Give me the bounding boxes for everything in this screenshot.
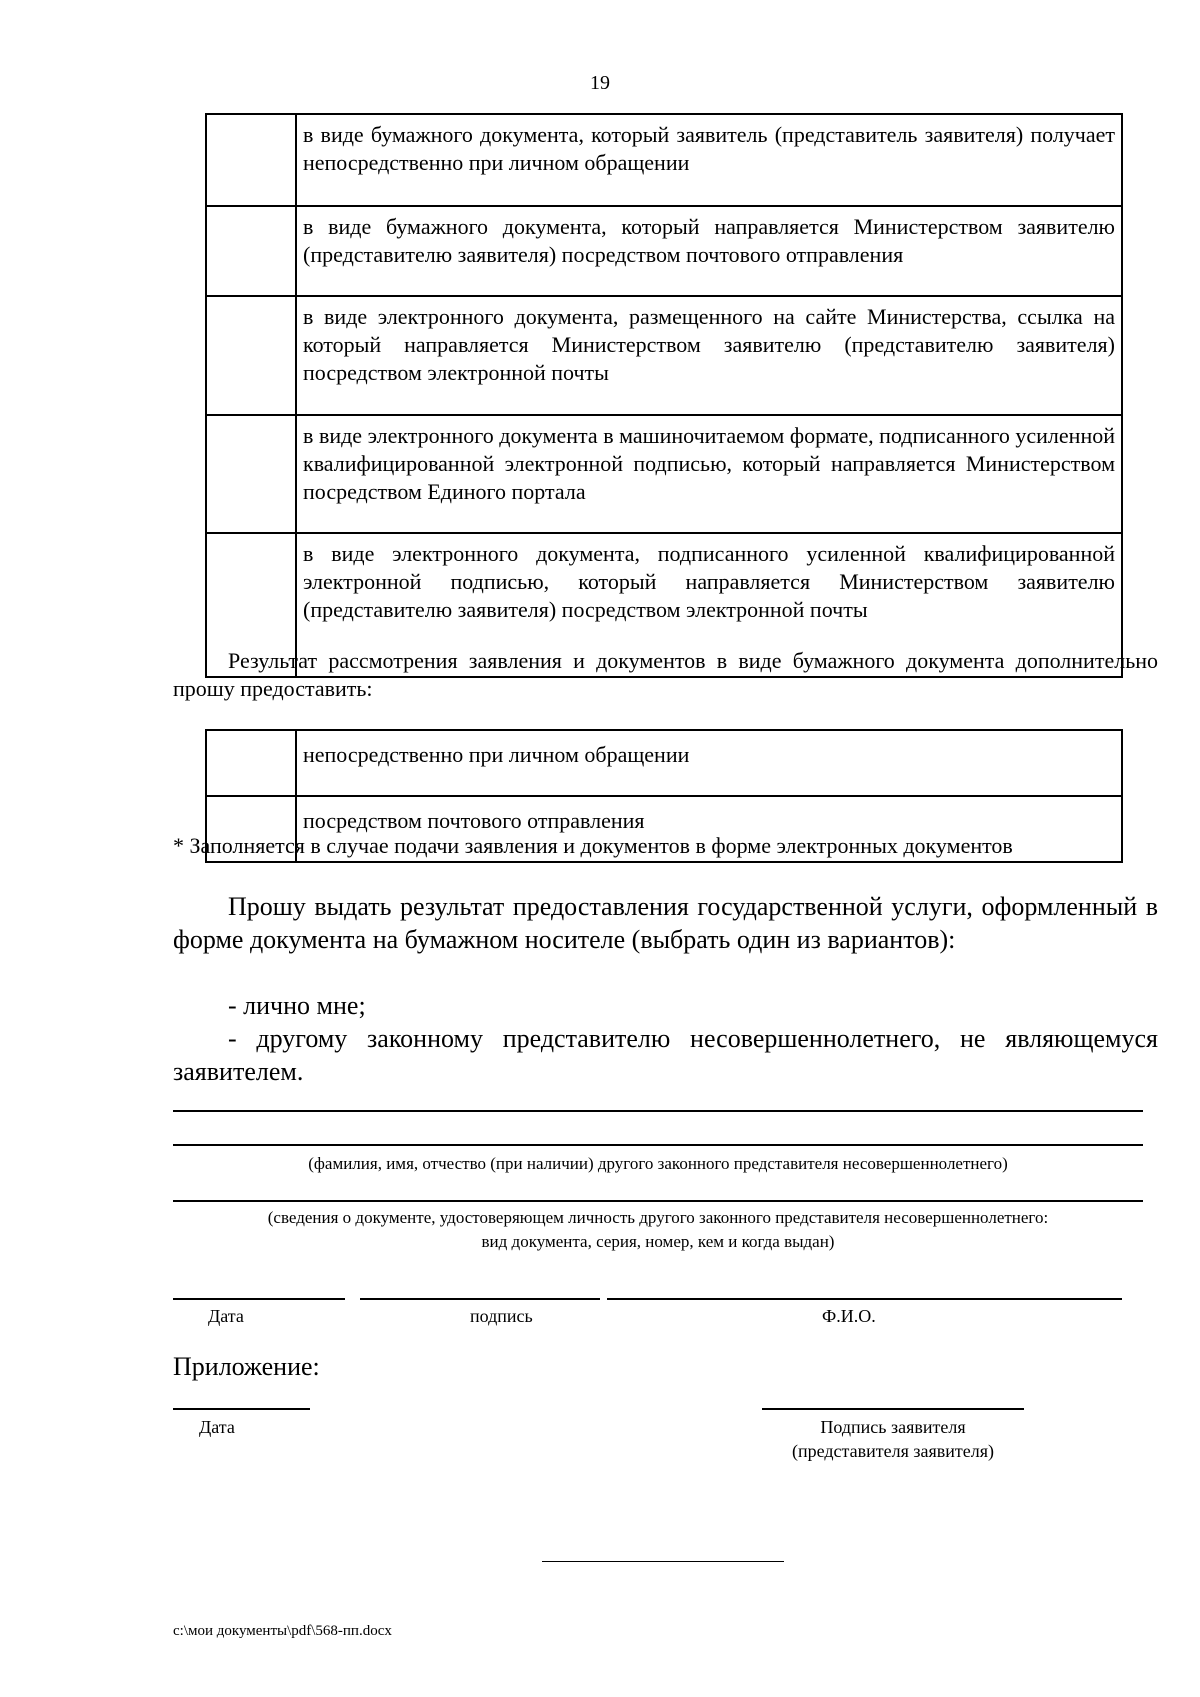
option-text: в виде бумажного документа, который заявитель (представитель заявителя) получает непосредственно при личном обращении bbox=[296, 114, 1122, 206]
caption-doc-line1: (сведения о документе, удостоверяющем личность другого законного представителя несовершеннолетнего: bbox=[267, 1208, 1049, 1227]
fill-line-doc[interactable] bbox=[173, 1200, 1143, 1202]
label-signature: подпись bbox=[470, 1306, 533, 1326]
appendix-label: Приложение: bbox=[173, 1352, 320, 1381]
option-text: в виде бумажного документа, который направляется Министерством заявителю (представителю заявителя) посредством почтового отправления bbox=[296, 206, 1122, 296]
option-personal: - лично мне; bbox=[228, 991, 366, 1020]
date-line[interactable] bbox=[173, 1298, 345, 1300]
option-text: в виде электронного документа, размещенного на сайте Министерства, ссылка на который направляется Министерством заявителю (представителю заявителя) посредством электронной почты bbox=[296, 296, 1122, 415]
table-row bbox=[206, 415, 1122, 533]
option-checkbox[interactable] bbox=[206, 415, 296, 533]
appendix-date-line[interactable] bbox=[173, 1408, 310, 1410]
caption-fio: (фамилия, имя, отчество (при наличии) другого законного представителя несовершеннолетнего) bbox=[308, 1154, 1008, 1173]
option-checkbox[interactable] bbox=[206, 206, 296, 296]
applicant-signature-line[interactable] bbox=[762, 1408, 1024, 1410]
option-other-representative: - другому законному представителю несовершеннолетнего, не являющемуся bbox=[228, 1024, 1158, 1053]
label-applicant-signature: Подпись заявителя bbox=[820, 1417, 966, 1437]
request-paragraph: Прошу выдать результат предоставления государственной услуги, оформленный в форме документа на бумажном носителе (выбрать один из вариантов): bbox=[173, 892, 1158, 954]
table-row bbox=[206, 730, 1122, 796]
option-checkbox[interactable] bbox=[206, 730, 296, 796]
option-text: в виде электронного документа, подписанного усиленной квалифицированной электронной подписью, который направляется Министерством заявителю (представителю заявителя) посредством электронной почты bbox=[296, 533, 1122, 677]
option-checkbox[interactable] bbox=[206, 296, 296, 415]
label-applicant-representative: (представителя заявителя) bbox=[792, 1441, 994, 1461]
label-date: Дата bbox=[208, 1306, 244, 1326]
page-number: 19 bbox=[590, 72, 610, 94]
fill-line-fio[interactable] bbox=[173, 1144, 1143, 1146]
footnote: * Заполняется в случае подачи заявления и документов в форме электронных документов bbox=[173, 833, 1013, 858]
option-checkbox[interactable] bbox=[206, 114, 296, 206]
label-appendix-date: Дата bbox=[199, 1417, 235, 1437]
table-row bbox=[206, 114, 1122, 206]
delivery-options-table bbox=[205, 113, 1123, 678]
option-text: в виде электронного документа в машиночитаемом формате, подписанного усиленной квалифицированной электронной подписью, который направляется Министерством посредством Единого портала bbox=[296, 415, 1122, 533]
end-divider bbox=[542, 1561, 784, 1562]
caption-doc-line2: вид документа, серия, номер, кем и когда выдан) bbox=[481, 1232, 835, 1251]
signature-line[interactable] bbox=[360, 1298, 600, 1300]
label-fio: Ф.И.О. bbox=[822, 1306, 876, 1326]
table-row bbox=[206, 296, 1122, 415]
option-text: непосредственно при личном обращении bbox=[296, 730, 1122, 796]
fio-line[interactable] bbox=[607, 1298, 1122, 1300]
table-row bbox=[206, 206, 1122, 296]
file-path: c:\мои документы\pdf\568-пп.docx bbox=[173, 1623, 392, 1639]
paper-result-paragraph: Результат рассмотрения заявления и документов в виде бумажного документа дополнительно прошу предоставить: bbox=[173, 648, 1158, 701]
fill-line[interactable] bbox=[173, 1110, 1143, 1112]
option-other-representative-cont: заявителем. bbox=[173, 1057, 304, 1086]
option-text: посредством почтового отправления bbox=[296, 796, 1122, 862]
